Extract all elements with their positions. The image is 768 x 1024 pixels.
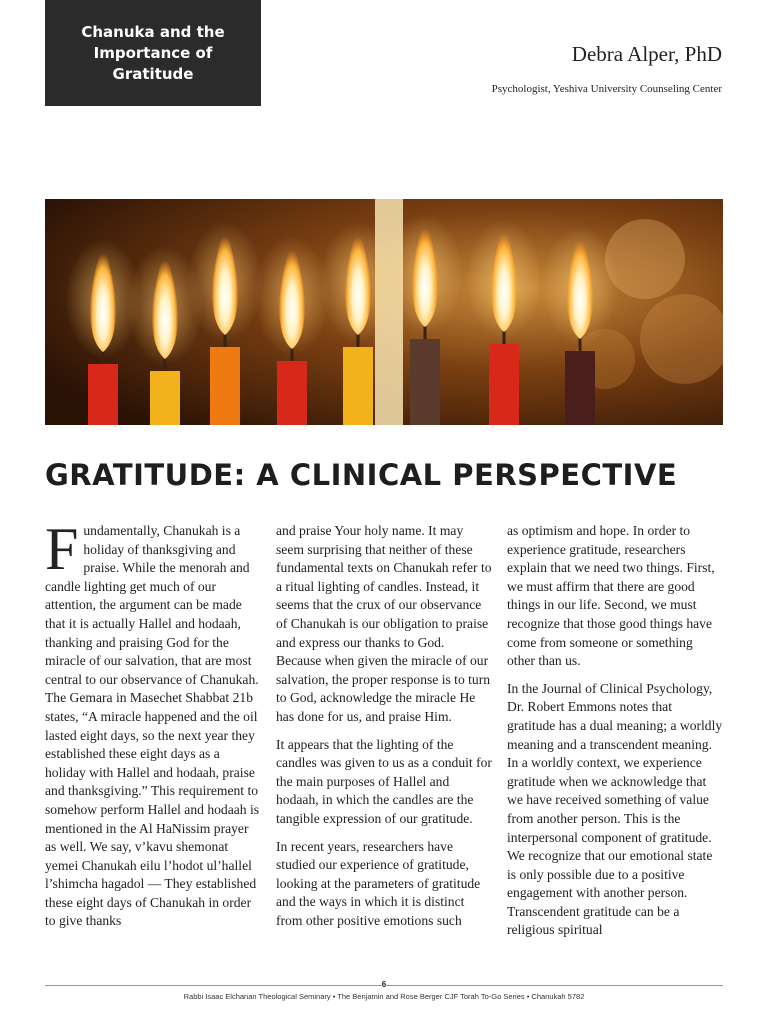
candles-photo: [45, 199, 723, 425]
author-role: Psychologist, Yeshiva University Counseling Center: [491, 83, 722, 95]
paragraph: [45, 516, 261, 931]
footer-text: Rabbi Isaac Elchanan Theological Seminary • The Benjamin and Rose Berger CJF Torah To-Go Series • Chanukah 5782: [183, 992, 585, 1001]
series-title: Chanuka and the Importance of Gratitude: [81, 22, 225, 83]
paragraph-text: undamentally, Chanukah is a holiday of thanksgiving and praise. While the menorah and candle lighting get much of our attention, the argument can be made that it is actually Hallel and hodaah, thanking and praising God for the miracle of our salvation, that are most central to our observance of Chanukah. The Gemara in Masechet Shabbat 21b states, “A miracle happened and the oil lasted eight days, so the next year they established these eight days as a holiday with Hallel and hodaah, praise and thanksgiving.” This requirement to somehow perform Hallel and hodaah is mentioned in the Al HaNissim prayer as well. We say, v’kavu shemonat yemei Chanukah eilu l’hodot ul’hallel l’shimcha hagadol — They established these eight days of Chanukah in order to give thanks: [45, 523, 260, 929]
article-series-title-box: [45, 0, 261, 106]
footer-divider: [45, 985, 723, 986]
paragraph: It appears that the lighting of the candles was given to us as a conduit for the main purposes of Hallel and hodaah, in which the candles are the tangible expression of our gratitude.: [276, 736, 492, 826]
drop-cap: F: [45, 516, 79, 582]
article-headline: GRATITUDE: A CLINICAL PERSPECTIVE: [45, 458, 678, 492]
text-column-3: [507, 522, 723, 949]
text-column-2: [276, 522, 492, 939]
paragraph: as optimism and hope. In order to experience gratitude, researchers explain that we need two things. First, we must affirm that there are good things in our life. Second, we must recognize that those good things have come from someone or something other than us.: [507, 523, 715, 669]
paragraph: and praise Your holy name. It may seem surprising that neither of these fundamental texts on Chanukah refer to a ritual lighting of candles. Instead, it seems that the crux of our observance of Chanukah is our obligation to praise and express our thanks to God. Because when given the miracle of our salvation, the proper response is to turn to God, acknowledge the miracle He has done for us, and praise Him.: [276, 523, 492, 724]
text-column-1: [45, 516, 261, 940]
paragraph: In recent years, researchers have studied our experience of gratitude, looking at the parameters of gratitude and the ways in which it is distinct from other positive emotions such: [276, 838, 481, 928]
author-name: Debra Alper, PhD: [571, 42, 722, 66]
candles-illustration: [45, 199, 723, 425]
paragraph: In the Journal of Clinical Psychology, Dr. Robert Emmons notes that gratitude has a dual meaning; a worldly meaning and a transcendent meaning. In a worldly context, we experience gratitude when we acknowledge that we have received something of value from another person. This is the interpersonal component of gratitude. We recognize that our emotional state is only possible due to a positive engagement with another person. Transcendent gratitude can be a religious spiritual: [507, 680, 723, 938]
